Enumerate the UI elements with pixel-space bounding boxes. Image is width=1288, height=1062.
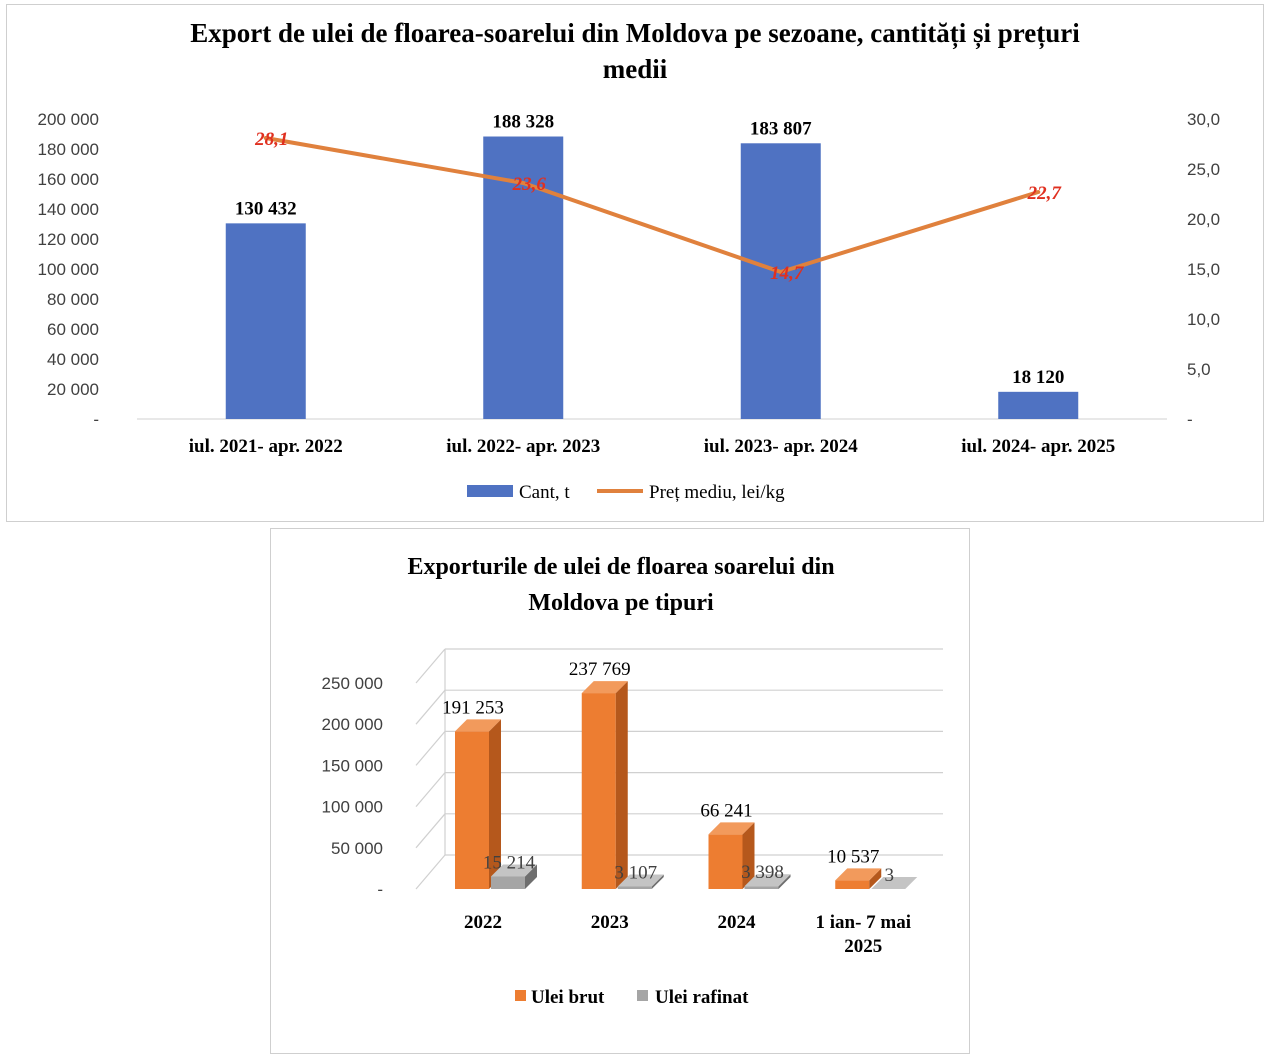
price-value-label: 23,6 [512, 174, 546, 195]
y-tick-label: 150 000 [321, 756, 383, 776]
y-left-tick-label: 80 000 [47, 290, 99, 309]
price-line [266, 138, 1039, 272]
y-left-tick-label: 60 000 [47, 320, 99, 339]
y-right-tick-label: 20,0 [1187, 210, 1221, 229]
chart-title-line: medii [602, 54, 668, 84]
y-left-tick-label: 20 000 [47, 380, 99, 399]
y-left-tick-label: 160 000 [37, 170, 99, 189]
bar-value-label: 18 120 [1012, 366, 1065, 388]
legend-label-price: Preț mediu, lei/kg [649, 482, 785, 503]
category-label: 2022 [464, 912, 502, 933]
bar-cant [226, 223, 306, 419]
type-export-chart [270, 528, 970, 1054]
gridline-side [416, 773, 445, 807]
gridline-side [416, 690, 445, 724]
legend-label-brut: Ulei brut [531, 987, 605, 1008]
brut-value-label: 66 241 [700, 800, 753, 822]
y-right-tick-label: 30,0 [1187, 110, 1221, 129]
gridline-side [416, 855, 445, 889]
category-label: 1 ian- 7 mai [815, 912, 912, 933]
y-left-tick-label: 120 000 [37, 230, 99, 249]
y-left-tick-label: 140 000 [37, 200, 99, 219]
gridline-side [416, 814, 445, 848]
legend-swatch-rafinat [637, 990, 648, 1001]
price-value-label: 28,1 [255, 129, 289, 150]
y-tick-label: 100 000 [321, 797, 383, 817]
price-value-label: 22,7 [1027, 183, 1061, 204]
legend-swatch-cant [467, 485, 513, 497]
y-right-tick-label: 10,0 [1187, 310, 1221, 329]
brut-value-label: 191 253 [442, 697, 504, 719]
y-tick-label: 250 000 [321, 674, 383, 693]
y-left-tick-label: 180 000 [37, 140, 99, 159]
bar-value-label: 188 328 [492, 111, 555, 133]
category-label: iul. 2022- apr. 2023 [446, 436, 601, 457]
season-export-chart [6, 4, 1264, 522]
bar-ulei-brut-side [616, 681, 628, 889]
y-right-tick-label: - [1187, 410, 1193, 429]
y-left-tick-label: 200 000 [37, 110, 99, 129]
y-right-tick-label: 15,0 [1187, 260, 1221, 279]
rafinat-value-label: 3 107 [614, 862, 658, 884]
price-value-label: 14,7 [770, 263, 804, 284]
rafinat-value-label: 15 214 [482, 852, 536, 874]
y-right-tick-label: 5,0 [1187, 360, 1211, 379]
bar-ulei-brut [582, 693, 616, 889]
category-label: 2024 [717, 912, 756, 933]
legend-label-cant: Cant, t [519, 482, 570, 503]
rafinat-value-label: 3 398 [741, 862, 784, 884]
type-export-chart-svg [271, 529, 969, 1053]
y-left-tick-label: 100 000 [37, 260, 99, 279]
category-label: iul. 2021- apr. 2022 [188, 436, 343, 457]
y-right-tick-label: 25,0 [1187, 160, 1221, 179]
brut-value-label: 237 769 [568, 659, 631, 681]
legend-label-rafinat: Ulei rafinat [655, 987, 749, 1008]
chart-title-line: Exporturile de ulei de floarea soarelui din [407, 554, 835, 580]
gridline-side [416, 649, 445, 683]
bar-value-label: 130 432 [234, 198, 297, 220]
bar-value-label: 183 807 [749, 118, 812, 140]
bar-cant [998, 392, 1078, 419]
rafinat-value-label: 3 [884, 864, 894, 886]
y-left-tick-label: - [93, 410, 99, 429]
gridline-side [416, 731, 445, 765]
category-label: 2023 [590, 912, 629, 933]
category-label: 2025 [844, 936, 883, 957]
chart-title-line: Export de ulei de floarea-soarelui din Moldova pe sezoane, cantități și prețuri [190, 18, 1080, 48]
y-tick-label: 50 000 [331, 838, 383, 858]
bar-ulei-rafinat [618, 886, 652, 889]
chart-title-line: Moldova pe tipuri [528, 590, 714, 616]
y-tick-label: - [377, 880, 383, 899]
season-export-chart-svg [7, 5, 1263, 521]
bar-ulei-rafinat [745, 886, 779, 889]
bar-ulei-brut [835, 880, 869, 889]
category-label: iul. 2023- apr. 2024 [703, 436, 858, 457]
bar-ulei-rafinat [491, 876, 525, 889]
y-tick-label: 200 000 [321, 715, 383, 735]
category-label: iul. 2024- apr. 2025 [961, 436, 1116, 457]
brut-value-label: 10 537 [827, 846, 880, 868]
legend-swatch-brut [515, 990, 526, 1001]
y-left-tick-label: 40 000 [47, 350, 99, 369]
bar-ulei-brut [709, 834, 743, 889]
